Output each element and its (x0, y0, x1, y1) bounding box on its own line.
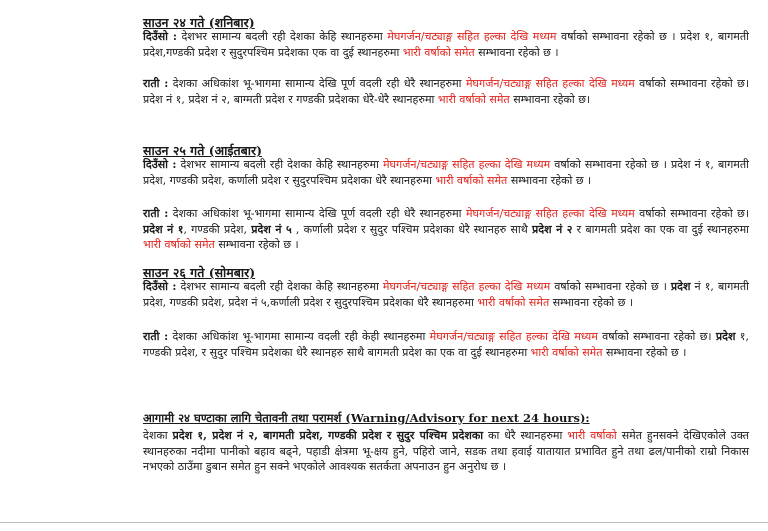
text: वर्षाको सम्भावना रहेको छ । (550, 280, 671, 293)
heavy-rain-highlight: भारी वर्षाको समेत (477, 295, 550, 309)
thunder-highlight: मेघगर्जन/चट्याङ्ग सहित हल्का देखि मध्यम (465, 77, 635, 90)
daytime-forecast (143, 157, 749, 188)
text: देशका (143, 429, 173, 442)
text: वर्षाको सम्भावना रहेको छ। (597, 330, 716, 343)
province-bold: प्रदेश (715, 330, 736, 343)
thunder-highlight: मेघगर्जन/चट्याङ्ग सहित हल्का देखि मध्यम (382, 158, 551, 171)
daytime-label: दिउँसो : (143, 280, 177, 293)
thunder-highlight: मेघगर्जन/चट्याङ्ग सहित हल्का देखि मध्यम (382, 280, 551, 293)
text: देशका अधिकांश भू-भागमा सामान्य वदली रही केही स्थानहरुमा (168, 330, 430, 343)
thunder-highlight: मेघगर्जन/चट्याङ्ग सहित हल्का देखि मध्यम (429, 330, 598, 343)
heavy-rain-highlight: भारी वर्षाको समेत (143, 238, 215, 251)
province-bold: प्रदेश नं ५ (251, 222, 292, 236)
heavy-rain-highlight: भारी वर्षाको (567, 429, 617, 442)
heavy-rain-highlight: भारी वर्षाको समेत (437, 92, 510, 106)
forecast-date-heading: साउन २४ गते (शनिबार) (143, 15, 255, 30)
text: नं १, बागमती प्रदेश, गण्डकी प्रदेश, प्रदेश नं ५,कर्णाली प्रदेश र सुदुरपश्चिम प्रदेशका धेरै स्थानहरुमा (143, 280, 749, 309)
night-label: राती : (143, 77, 169, 90)
daytime-label: दिउँसो : (143, 30, 177, 43)
text: समेत हुनसक्ने देखिएकोले उक्त स्थानहरुका नदीमा पानीको बहाव बढ्ने, पहाडी क्षेत्रमा भू-क्षय हुने, पहिरो जाने, सडक तथा हवाई यातायात प्रभावित हुने तथा ढल/पानीको राम्रो निकास नभएको ठाउँमा डुबान समेत हुन सक्ने भएकोले आवश्यक सतर्कता अपनाउन हुन अनुरोध छ । (143, 429, 749, 473)
province-bold: प्रदेश नं १ (143, 222, 184, 236)
text: देशभर सामान्य बदली रही देशका केहि स्थानहरुमा (176, 280, 383, 293)
night-forecast (143, 329, 749, 360)
night-forecast (143, 206, 749, 253)
text: सम्भावना रहेको छ। (509, 92, 591, 106)
text: सम्भावना रहेको छ । (549, 295, 634, 309)
text: र बागमती प्रदेश का एक वा दुई स्थानहरुमा (572, 222, 749, 236)
text: १, गण्डकी प्रदेश, र सुदुर पश्चिम प्रदेशका धेरै स्थानहरु साथै बागमती प्रदेश का एक वा दुई स्थानहरुमा (143, 330, 749, 359)
province-bold: प्रदेश १, प्रदेश नं २, बागमती प्रदेश, गण्डकी प्रदेश र सुदुर पश्चिम प्रदेशका (172, 429, 484, 442)
page-bottom-divider (0, 522, 768, 523)
night-label: राती : (143, 207, 169, 220)
text: सम्भावना रहेको छ । (507, 173, 592, 187)
forecast-date-heading: साउन २६ गते (सोमबार) (143, 265, 256, 280)
forecast-date-heading: साउन २५ गते (आईतबार) (143, 143, 263, 158)
night-label: राती : (143, 330, 169, 343)
text: का धेरै स्थानहरुमा (483, 429, 568, 442)
text: सम्भावना रहेको छ । (214, 238, 299, 251)
advisory-heading: आगामी २४ घण्टाका लागि चेतावनी तथा परामर्श (Warning/Advisory for next 24 hours): (143, 411, 590, 425)
text: वर्षाको सम्भावना रहेको छ। (634, 207, 750, 220)
daytime-label: दिउँसो : (143, 158, 177, 171)
thunder-highlight: मेघगर्जन/चट्याङ्ग सहित हल्का देखि मध्यम (465, 207, 635, 220)
province-bold: प्रदेश (670, 280, 691, 293)
thunder-highlight: मेघगर्जन/चट्याङ्ग सहित हल्का देखि मध्यम (387, 30, 557, 43)
text: वर्षाको सम्भावना रहेको छ। प्रदेश नं १, प्रदेश नं २, बाग्मती प्रदेश र गण्डकी प्रदेशका धेरै-धेरै स्थानहरुमा (143, 77, 750, 106)
heavy-rain-highlight: भारी वर्षाको समेत (402, 45, 475, 59)
advisory-text (143, 428, 749, 475)
text: , कर्णाली प्रदेश र सुदुर पश्चिम प्रदेशका धेरै स्थानहरु साथै (291, 222, 532, 236)
heavy-rain-highlight: भारी वर्षाको समेत (530, 345, 603, 359)
text: , गण्डकी प्रदेश, (183, 222, 252, 236)
text: वर्षाको सम्भावना रहेको छ । प्रदेश १, बागमती प्रदेश,गण्डकी प्रदेश र सुदुरपश्चिम प्रदेशका एक वा दुई स्थानहरुमा (143, 30, 749, 59)
heavy-rain-highlight: भारी वर्षाको समेत (435, 173, 508, 187)
night-forecast (143, 76, 749, 107)
text: देशका अधिकांश भू-भागमा सामान्य देखि पूर्ण वदली रही धेरै स्थानहरुमा (168, 207, 466, 220)
text: सम्भावना रहेको छ । (474, 45, 559, 59)
text: सम्भावना रहेको छ । (602, 345, 687, 359)
text: देशका अधिकांश भू-भागमा सामान्य देखि पूर्ण वदली रही धेरै स्थानहरुमा (168, 77, 466, 90)
daytime-forecast (143, 29, 749, 60)
text: वर्षाको सम्भावना रहेको छ । प्रदेश नं १, बागमती प्रदेश, गण्डकी प्रदेश, कर्णाली प्रदेश र सुदुरपश्चिम प्रदेशका धेरै स्थानहरुमा (143, 158, 749, 187)
text: देशभर सामान्य बदली रही देशका केहि स्थानहरुमा (176, 158, 383, 171)
text: देशभर सामान्य बदली रही देशका केहि स्थानहरुमा (176, 30, 388, 43)
province-bold: प्रदेश नं २ (531, 222, 573, 236)
daytime-forecast (143, 279, 749, 310)
